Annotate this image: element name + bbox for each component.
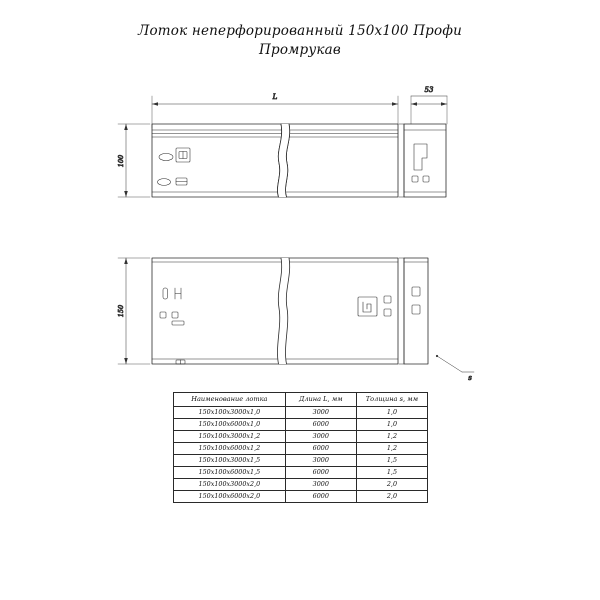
cell-thickness: 1,0: [356, 418, 427, 430]
cell-length: 3000: [285, 430, 356, 442]
cell-thickness: 1,2: [356, 442, 427, 454]
table-header-row: [174, 393, 428, 407]
table-row: [174, 406, 428, 418]
cell-name: 150х100х3000х1,2: [174, 430, 286, 442]
table-row: [174, 442, 428, 454]
dim-width-label: 53: [424, 86, 434, 94]
cell-length: 6000: [285, 490, 356, 502]
cell-name: 150х100х6000х1,2: [174, 442, 286, 454]
cell-thickness: 2,0: [356, 478, 427, 490]
cell-thickness: 1,0: [356, 406, 427, 418]
table-row: [174, 466, 428, 478]
header-length: Длина L, мм: [285, 393, 356, 407]
dim-height-front-label: 150: [117, 304, 125, 318]
cell-length: 3000: [285, 478, 356, 490]
cell-name: 150х100х6000х1,5: [174, 466, 286, 478]
cell-length: 6000: [285, 418, 356, 430]
cell-name: 150х100х6000х2,0: [174, 490, 286, 502]
table-row: [174, 490, 428, 502]
dim-length-label: L: [272, 93, 278, 101]
cell-thickness: 1,5: [356, 454, 427, 466]
title-line-2: Промрукав: [259, 42, 341, 58]
cell-name: 150х100х3000х2,0: [174, 478, 286, 490]
cell-thickness: 1,5: [356, 466, 427, 478]
specification-table: [173, 392, 428, 503]
table-row: [174, 454, 428, 466]
cell-length: 3000: [285, 406, 356, 418]
dim-height-top-label: 100: [117, 154, 125, 168]
table-row: [174, 430, 428, 442]
table-row: [174, 478, 428, 490]
title-line-1: Лоток неперфорированный 150х100 Профи: [138, 23, 462, 39]
cell-length: 6000: [285, 442, 356, 454]
cell-name: 150х100х3000х1,5: [174, 454, 286, 466]
header-name: Наименование лотка: [174, 393, 286, 407]
cell-name: 150х100х3000х1,0: [174, 406, 286, 418]
dim-thickness-label: s: [468, 374, 472, 382]
header-thickness: Толщина s, мм: [356, 393, 427, 407]
cell-thickness: 2,0: [356, 490, 427, 502]
cell-thickness: 1,2: [356, 430, 427, 442]
cell-name: 150х100х6000х1,0: [174, 418, 286, 430]
cell-length: 6000: [285, 466, 356, 478]
table-row: [174, 418, 428, 430]
cell-length: 3000: [285, 454, 356, 466]
